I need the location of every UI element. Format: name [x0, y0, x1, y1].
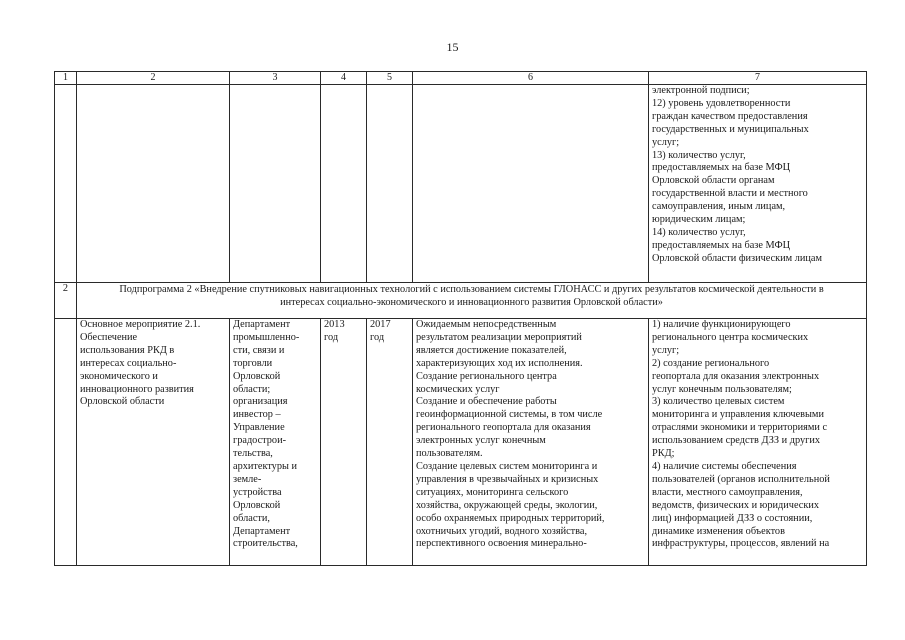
- text-line: ведомств, физических и юридических: [652, 499, 820, 511]
- text-line: геоинформационной системы, в том числе: [416, 409, 603, 421]
- text-line: самоуправления, иным лицам,: [652, 201, 786, 213]
- text-line: является достижение показателей,: [416, 344, 567, 356]
- text-line: государственной власти и местного: [652, 188, 808, 200]
- continuation-row: [55, 85, 867, 283]
- text-line: отраслями экономики и территориями с: [652, 422, 828, 434]
- text-line: 2017: [370, 319, 391, 330]
- text-line: граждан качеством предоставления: [652, 110, 808, 122]
- text-line: услуг конечным пользователям;: [652, 383, 792, 395]
- text-line: Орловской: [233, 370, 281, 382]
- executor-cell: [230, 319, 321, 566]
- text-line: особо охраняемых природных территорий,: [416, 512, 605, 524]
- text-line: регионального геопортала для оказания: [416, 422, 591, 434]
- column-number: 1: [55, 72, 77, 85]
- text-line: градострои-: [233, 435, 287, 447]
- text-line: 12) уровень удовлетворенности: [652, 97, 791, 109]
- text-line: управления в чрезвычайных и кризисных: [416, 473, 599, 485]
- text-line: Департамент: [233, 525, 291, 537]
- text-line: власти, местного самоуправления,: [652, 486, 803, 498]
- text-line: лиц) информацией ДЗЗ о состоянии,: [652, 512, 813, 524]
- column-number: 7: [649, 72, 867, 85]
- column-number: 5: [367, 72, 413, 85]
- text-line: Орловской: [233, 499, 281, 511]
- text-line: год: [324, 331, 339, 343]
- text-line: юридическим лицам;: [652, 214, 746, 226]
- start-year-cell: [321, 319, 367, 566]
- page-number: 15: [446, 40, 459, 54]
- column-number: 6: [413, 72, 649, 85]
- text-line: архитектуры и: [233, 460, 297, 472]
- text-line: услуг;: [652, 344, 680, 356]
- text-line: Ожидаемым непосредственным: [416, 319, 557, 330]
- text-line: 2013: [324, 319, 345, 330]
- row-number: 2: [55, 283, 77, 319]
- text-line: 3) количество целевых систем: [652, 396, 785, 408]
- text-line: ситуациях, мониторинга сельского: [416, 486, 569, 498]
- text-line: результатом реализации мероприятий: [416, 331, 582, 343]
- text-line: пользователей (органов исполнительной: [652, 473, 830, 485]
- measure-row: [55, 319, 867, 566]
- indicators-cell: [649, 85, 867, 283]
- text-line: характеризующих ход их исполнения.: [416, 357, 583, 369]
- column-number: 2: [77, 72, 230, 85]
- text-line: Создание целевых систем мониторинга и: [416, 460, 598, 472]
- text-line: экономического и: [80, 370, 158, 382]
- text-line: охотничьих угодий, водного хозяйства,: [416, 525, 588, 537]
- text-line: 14) количество услуг,: [652, 226, 746, 238]
- text-line: инвестор –: [233, 409, 281, 421]
- text-line: Создание регионального центра: [416, 370, 557, 382]
- program-table: [54, 71, 867, 566]
- text-line: динамике изменения объектов: [652, 525, 785, 537]
- text-line: мониторинга и управления ключевыми: [652, 409, 824, 421]
- text-line: Основное мероприятие 2.1.: [80, 319, 201, 330]
- text-line: использованием средств ДЗЗ и других: [652, 435, 821, 447]
- text-line: 1) наличие функционирующего: [652, 319, 791, 330]
- column-number: 4: [321, 72, 367, 85]
- text-line: инновационного развития: [80, 383, 194, 395]
- text-line: Орловской области физическим лицам: [652, 252, 822, 264]
- text-line: строительства,: [233, 538, 298, 550]
- text-line: электронной подписи;: [652, 85, 750, 96]
- text-line: организация: [233, 396, 288, 408]
- text-line: геопортала для оказания электронных: [652, 370, 820, 382]
- text-line: предоставляемых на базе МФЦ: [652, 239, 791, 251]
- text-line: космических услуг: [416, 383, 500, 395]
- text-line: тельства,: [233, 448, 273, 460]
- text-line: инфраструктуры, процессов, явлений на: [652, 538, 830, 550]
- measure-name-cell: [77, 319, 230, 566]
- text-line: электронных услуг конечным: [416, 435, 546, 447]
- text-line: использования РКД в: [80, 344, 175, 356]
- text-line: предоставляемых на базе МФЦ: [652, 162, 791, 174]
- text-line: регионального центра космических: [652, 331, 809, 343]
- text-line: хозяйства, окружающей среды, экологии,: [416, 499, 598, 511]
- indicators-cell: [649, 319, 867, 566]
- text-line: РКД;: [652, 448, 675, 460]
- text-line: пользователям.: [416, 448, 483, 460]
- text-line: 2) создание регионального: [652, 357, 770, 369]
- text-line: области;: [233, 383, 271, 395]
- text-line: промышленно-: [233, 331, 300, 343]
- text-line: сти, связи и: [233, 344, 285, 356]
- column-number-row: [55, 72, 867, 85]
- text-line: государственных и муниципальных: [652, 123, 809, 135]
- text-line: Орловской области органам: [652, 175, 775, 187]
- text-line: 4) наличие системы обеспечения: [652, 460, 797, 472]
- text-line: области,: [233, 512, 270, 524]
- text-line: услуг;: [652, 136, 680, 148]
- text-line: Орловской области: [80, 396, 165, 408]
- text-line: 13) количество услуг,: [652, 149, 746, 161]
- text-line: Управление: [233, 422, 285, 434]
- subprogram-row: [55, 283, 867, 319]
- text-line: год: [370, 331, 385, 343]
- text-line: Департамент: [233, 319, 291, 330]
- text-line: интересах социально-: [80, 357, 177, 369]
- text-line: торговли: [233, 357, 273, 369]
- end-year-cell: [367, 319, 413, 566]
- text-line: устройства: [233, 486, 282, 498]
- text-line: земле-: [233, 473, 262, 485]
- text-line: Обеспечение: [80, 331, 138, 343]
- column-number: 3: [230, 72, 321, 85]
- subprogram-title: Подпрограмма 2 «Внедрение спутниковых навигационных технологий с использованием системы ГЛОНАСС и других результатов космической деятельности в интересах социально-экономического и инновационного развития Орловской области»: [77, 283, 867, 319]
- expected-result-cell: [413, 319, 649, 566]
- text-line: Создание и обеспечение работы: [416, 396, 557, 408]
- text-line: перспективного освоения минерально-: [416, 538, 587, 550]
